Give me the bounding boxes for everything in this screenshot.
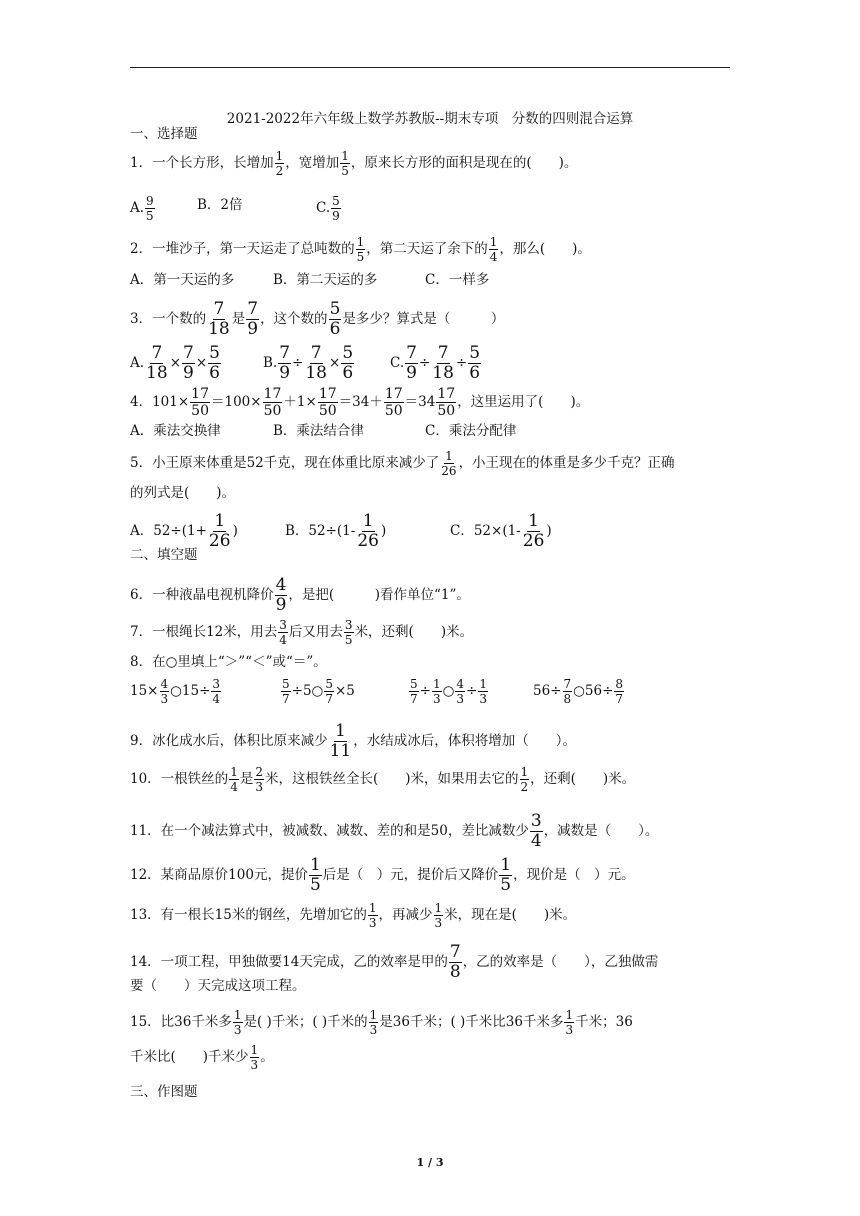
text-segment: ，乙的效率是（ ），乙独做需: [462, 954, 659, 970]
text-segment: 米，还剩( )米。: [354, 624, 474, 640]
denominator: 4: [212, 692, 221, 706]
numerator: 17: [384, 386, 403, 402]
q8-expr-2: [280, 678, 355, 705]
fraction: [341, 345, 354, 382]
fraction: [246, 301, 259, 338]
numerator: 1: [489, 235, 498, 249]
text-segment: ): [380, 523, 387, 539]
q8-expr-1: [130, 678, 222, 705]
text-segment: 11．在一个减法算式中，被减数、减数、差的和是50，差比减数少: [130, 823, 529, 839]
numerator: 1: [479, 677, 487, 691]
text-segment: ): [546, 523, 552, 539]
text-segment: ＝100×: [211, 394, 262, 410]
question-15-cont: [130, 1044, 740, 1071]
numerator: 1: [356, 235, 365, 249]
numerator: 1: [368, 901, 377, 915]
fraction: [281, 678, 291, 705]
denominator: 4: [279, 633, 287, 647]
text-segment: 13．有一根长15米的钢丝，先增加它的: [130, 907, 367, 923]
section-heading-fill: 二、填空题: [130, 547, 198, 563]
denominator: 3: [434, 916, 443, 930]
numerator: 5: [209, 343, 220, 363]
fraction: [499, 857, 512, 894]
text-segment: 6．一种液晶电视机降价: [130, 587, 274, 603]
denominator: 50: [384, 403, 403, 419]
numerator: 5: [332, 194, 340, 208]
numerator: 7: [406, 343, 417, 363]
q4-option-c: C．乘法分配律: [425, 423, 517, 439]
fraction: [434, 902, 444, 929]
denominator: 6: [469, 363, 481, 383]
fraction: [304, 345, 328, 382]
denominator: 3: [250, 1058, 259, 1072]
fraction: [329, 723, 353, 760]
text-segment: ，宽增加: [285, 155, 340, 171]
text-segment: ，水结成冰后，体积将增加（ ）。: [353, 733, 576, 749]
text-segment: ＝34＋: [338, 394, 383, 410]
text-segment: ○: [442, 683, 455, 699]
section-heading-drawing: 三、作图题: [130, 1084, 198, 1100]
denominator: 6: [329, 319, 341, 339]
denominator: 9: [247, 319, 259, 339]
denominator: 3: [565, 1023, 574, 1037]
text-segment: ，原来长方形的面积是现在的( )。: [350, 155, 578, 171]
fraction: [564, 1009, 574, 1036]
fraction: [432, 678, 442, 705]
numerator: 9: [146, 194, 154, 208]
text-segment: ÷: [466, 683, 478, 699]
fraction: [324, 678, 334, 705]
denominator: 18: [146, 363, 168, 383]
denominator: 7: [410, 692, 418, 706]
denominator: 3: [233, 1023, 242, 1037]
numerator: 5: [282, 677, 290, 691]
numerator: 1: [335, 721, 346, 741]
denominator: 50: [437, 403, 456, 419]
text-segment: A.: [130, 200, 145, 216]
numerator: 1: [445, 449, 453, 463]
numerator: 1: [434, 901, 443, 915]
text-segment: B．52÷(1-: [285, 523, 356, 539]
numerator: 1: [362, 511, 374, 531]
fraction: [478, 678, 488, 705]
q2-option-a: A．第一天运的多: [130, 272, 235, 288]
fraction: [489, 236, 499, 263]
question-6: [130, 577, 740, 614]
fraction: [275, 577, 288, 614]
denominator: 26: [208, 531, 231, 551]
text-segment: 5．小王原来体重是52千克，现在体重比原来减少了: [130, 455, 440, 471]
text-segment: 3．一个数的: [130, 311, 207, 327]
denominator: 7: [282, 692, 290, 706]
numerator: 7: [247, 299, 259, 319]
text-segment: ÷: [418, 355, 431, 371]
denominator: 2: [275, 164, 284, 178]
text-segment: ×: [195, 355, 208, 371]
fraction: [278, 345, 291, 382]
denominator: 5: [356, 250, 365, 264]
denominator: 50: [318, 403, 337, 419]
text-segment: ，还剩( )米。: [530, 771, 636, 787]
numerator: 17: [318, 386, 337, 402]
numerator: 1: [309, 855, 321, 875]
numerator: 7: [437, 343, 449, 363]
text-segment: 是: [239, 771, 254, 787]
question-4: [130, 387, 740, 418]
fraction: [340, 150, 350, 177]
denominator: 9: [406, 363, 417, 383]
text-segment: A．52÷(1+: [130, 523, 207, 539]
text-segment: C.: [316, 200, 331, 216]
numerator: 3: [212, 677, 221, 691]
text-segment: ÷: [419, 683, 431, 699]
question-10: [130, 766, 740, 793]
numerator: 5: [342, 343, 354, 363]
q4-option-b: B．乘法结合律: [273, 423, 364, 439]
question-13: [130, 902, 740, 929]
text-segment: 1．一个长方形，长增加: [130, 155, 274, 171]
fraction: [250, 1044, 260, 1071]
fraction: [520, 766, 530, 793]
denominator: 3: [456, 692, 465, 706]
question-7: [130, 619, 740, 646]
text-segment: A.: [130, 355, 145, 371]
fraction: [440, 450, 457, 477]
numerator: 1: [432, 677, 441, 691]
fraction: [468, 345, 481, 382]
denominator: 26: [357, 531, 379, 551]
fraction: [530, 813, 543, 850]
text-segment: 4．101×: [130, 394, 190, 410]
numerator: 5: [410, 677, 418, 691]
question-15: [130, 1009, 740, 1036]
text-segment: 10．一根铁丝的: [130, 771, 229, 787]
text-segment: ＋1×: [283, 394, 317, 410]
denominator: 7: [325, 692, 333, 706]
fraction: [145, 345, 169, 382]
numerator: 3: [530, 811, 542, 831]
text-segment: ×5: [334, 683, 355, 699]
numerator: 5: [469, 343, 481, 363]
text-segment: 是多少？算式是（ ）: [342, 311, 505, 327]
denominator: 26: [522, 531, 545, 551]
fraction: [275, 150, 285, 177]
text-segment: C.: [390, 355, 405, 371]
fraction: [431, 345, 455, 382]
denominator: 18: [208, 319, 230, 339]
fraction: [208, 345, 221, 382]
denominator: 4: [489, 250, 498, 264]
fraction: [211, 678, 221, 705]
numerator: 17: [263, 386, 282, 402]
fraction: [278, 619, 288, 646]
text-segment: B.: [263, 355, 278, 371]
numerator: 4: [160, 677, 169, 691]
question-9: [130, 723, 740, 760]
text-segment: ÷: [292, 355, 304, 371]
denominator: 9: [275, 595, 287, 615]
denominator: 4: [530, 831, 542, 851]
document-title: 2021-2022年六年级上数学苏教版--期末专项 分数的四则混合运算: [226, 111, 634, 127]
fraction: [229, 766, 239, 793]
denominator: 9: [332, 209, 340, 223]
question-8: 8．在○里填上“＞”“＜”或“＝”。: [130, 654, 327, 670]
fraction: [309, 857, 322, 894]
question-3: [130, 301, 740, 338]
text-segment: ×: [169, 355, 181, 371]
denominator: 8: [563, 692, 572, 706]
text-segment: 2．一堆沙子，第一天运走了总吨数的: [130, 241, 355, 257]
q1-option-b: B．2倍: [197, 197, 243, 213]
text-segment: ＝34: [404, 394, 436, 410]
fraction: [318, 387, 338, 418]
fraction: [160, 678, 170, 705]
page-number: 1 / 3: [416, 1156, 444, 1169]
numerator: 1: [369, 1008, 378, 1022]
denominator: 11: [329, 741, 352, 761]
text-segment: ，这个数的: [260, 311, 328, 327]
q8-expr-3: [408, 678, 489, 705]
fraction: [263, 387, 283, 418]
numerator: 1: [520, 765, 529, 779]
denominator: 50: [263, 403, 282, 419]
fraction: [563, 678, 573, 705]
numerator: 1: [565, 1008, 574, 1022]
question-2: [130, 236, 740, 263]
fraction: [182, 345, 195, 382]
text-segment: ): [232, 523, 238, 539]
denominator: 3: [255, 780, 263, 794]
numerator: 1: [275, 149, 284, 163]
text-segment: 15．比36千米多: [130, 1014, 232, 1030]
section-heading-choice: 一、选择题: [130, 126, 198, 142]
numerator: 5: [329, 299, 341, 319]
denominator: 5: [309, 875, 321, 895]
q3-option-b: [263, 345, 355, 382]
denominator: 3: [368, 916, 377, 930]
text-segment: C．52×(1-: [450, 523, 521, 539]
fraction: [368, 902, 378, 929]
text-segment: ，减数是（ ）。: [543, 823, 659, 839]
numerator: 7: [213, 299, 225, 319]
numerator: 1: [528, 511, 539, 531]
numerator: 5: [325, 677, 333, 691]
denominator: 26: [441, 464, 457, 478]
denominator: 2: [520, 780, 529, 794]
text-segment: 是36千米；( )千米比36千米多: [379, 1014, 564, 1030]
numerator: 7: [310, 343, 322, 363]
fraction: [331, 195, 341, 222]
numerator: 3: [279, 618, 287, 632]
text-segment: ×: [329, 355, 341, 371]
numerator: 7: [279, 343, 291, 363]
header-rule: [130, 67, 730, 68]
fraction: [233, 1009, 243, 1036]
text-segment: 米，这根铁丝全长( )米，如果用去它的: [264, 771, 519, 787]
denominator: 9: [279, 363, 291, 383]
fraction: [436, 387, 456, 418]
numerator: 1: [230, 765, 238, 779]
text-segment: 56÷: [533, 683, 562, 699]
numerator: 1: [341, 149, 349, 163]
question-11: [130, 813, 740, 850]
numerator: 4: [275, 575, 287, 595]
numerator: 1: [500, 855, 512, 875]
numerator: 7: [151, 343, 163, 363]
text-segment: ，小王现在的体重是多少千克？正确: [458, 455, 675, 471]
fraction: [369, 1009, 379, 1036]
text-segment: 12．某商品原价100元，提价: [130, 867, 308, 883]
text-segment: ，第二天运了余下的: [366, 241, 488, 257]
text-segment: 9．冰化成水后，体积比原来减少: [130, 733, 328, 749]
denominator: 50: [191, 403, 209, 419]
denominator: 5: [344, 633, 353, 647]
text-segment: ，再减少: [378, 907, 433, 923]
q1-option-a: [130, 195, 156, 222]
numerator: 1: [233, 1008, 242, 1022]
q2-option-c: C．一样多: [425, 272, 490, 288]
text-segment: 米，现在是( )米。: [444, 907, 577, 923]
denominator: 5: [341, 164, 349, 178]
text-segment: 是( )千米；( )千米的: [243, 1014, 368, 1030]
text-segment: ○15÷: [170, 683, 211, 699]
denominator: 6: [342, 363, 354, 383]
fraction: [409, 678, 419, 705]
question-5-cont: 的列式是( )。: [130, 485, 236, 501]
denominator: 7: [615, 692, 624, 706]
text-segment: 后是（ ）元，提价后又降价: [322, 867, 499, 883]
numerator: 17: [191, 386, 209, 402]
fraction: [356, 236, 366, 263]
text-segment: ，这里运用了( )。: [457, 394, 590, 410]
q4-option-a: A．乘法交换律: [130, 423, 221, 439]
numerator: 1: [214, 511, 226, 531]
numerator: 3: [344, 618, 353, 632]
numerator: 7: [449, 942, 461, 962]
question-12: [130, 857, 740, 894]
text-segment: 7．一根绳长12米，用去: [130, 624, 278, 640]
text-segment: 14．一项工程，甲独做要14天完成，乙的效率是甲的: [130, 954, 448, 970]
text-segment: ，那么( )。: [499, 241, 591, 257]
numerator: 1: [250, 1043, 259, 1057]
text-segment: 千米比( )千米少: [130, 1049, 249, 1065]
fraction: [207, 301, 231, 338]
text-segment: 是: [231, 311, 246, 327]
q8-expr-4: [533, 678, 625, 705]
denominator: 6: [209, 363, 220, 383]
denominator: 3: [479, 692, 487, 706]
q3-option-a: [130, 345, 222, 382]
fraction: [145, 195, 155, 222]
denominator: 5: [146, 209, 154, 223]
denominator: 5: [500, 875, 512, 895]
text-segment: ，现价是（ ）元。: [513, 867, 635, 883]
denominator: 3: [432, 692, 441, 706]
fraction: [455, 678, 465, 705]
fraction: [614, 678, 624, 705]
numerator: 7: [563, 677, 572, 691]
q1-option-c: [316, 195, 342, 222]
denominator: 8: [449, 962, 461, 982]
denominator: 18: [432, 363, 454, 383]
denominator: 9: [183, 363, 194, 383]
text-segment: 千米；36: [575, 1014, 633, 1030]
q3-option-c: [390, 345, 482, 382]
question-5: [130, 450, 740, 477]
text-segment: 后又用去: [288, 624, 343, 640]
q2-option-b: B．第二天运的多: [273, 272, 378, 288]
question-1: [130, 150, 740, 177]
numerator: 7: [183, 343, 194, 363]
text-segment: 15×: [130, 683, 159, 699]
denominator: 18: [305, 363, 327, 383]
numerator: 8: [615, 677, 624, 691]
numerator: 17: [437, 386, 456, 402]
fraction: [405, 345, 418, 382]
denominator: 4: [230, 780, 238, 794]
fraction: [254, 766, 264, 793]
question-14-cont: 要（ ）天完成这项工程。: [130, 978, 306, 994]
numerator: 4: [456, 677, 465, 691]
text-segment: ○56÷: [573, 683, 614, 699]
text-segment: 。: [260, 1049, 274, 1065]
denominator: 3: [160, 692, 169, 706]
text-segment: ÷: [455, 355, 468, 371]
text-segment: ，是把( )看作单位“1”。: [288, 587, 470, 603]
fraction: [329, 301, 342, 338]
fraction: [384, 387, 404, 418]
numerator: 2: [255, 765, 263, 779]
denominator: 3: [369, 1023, 378, 1037]
fraction: [190, 387, 210, 418]
text-segment: ÷5○: [291, 683, 324, 699]
fraction: [344, 619, 354, 646]
